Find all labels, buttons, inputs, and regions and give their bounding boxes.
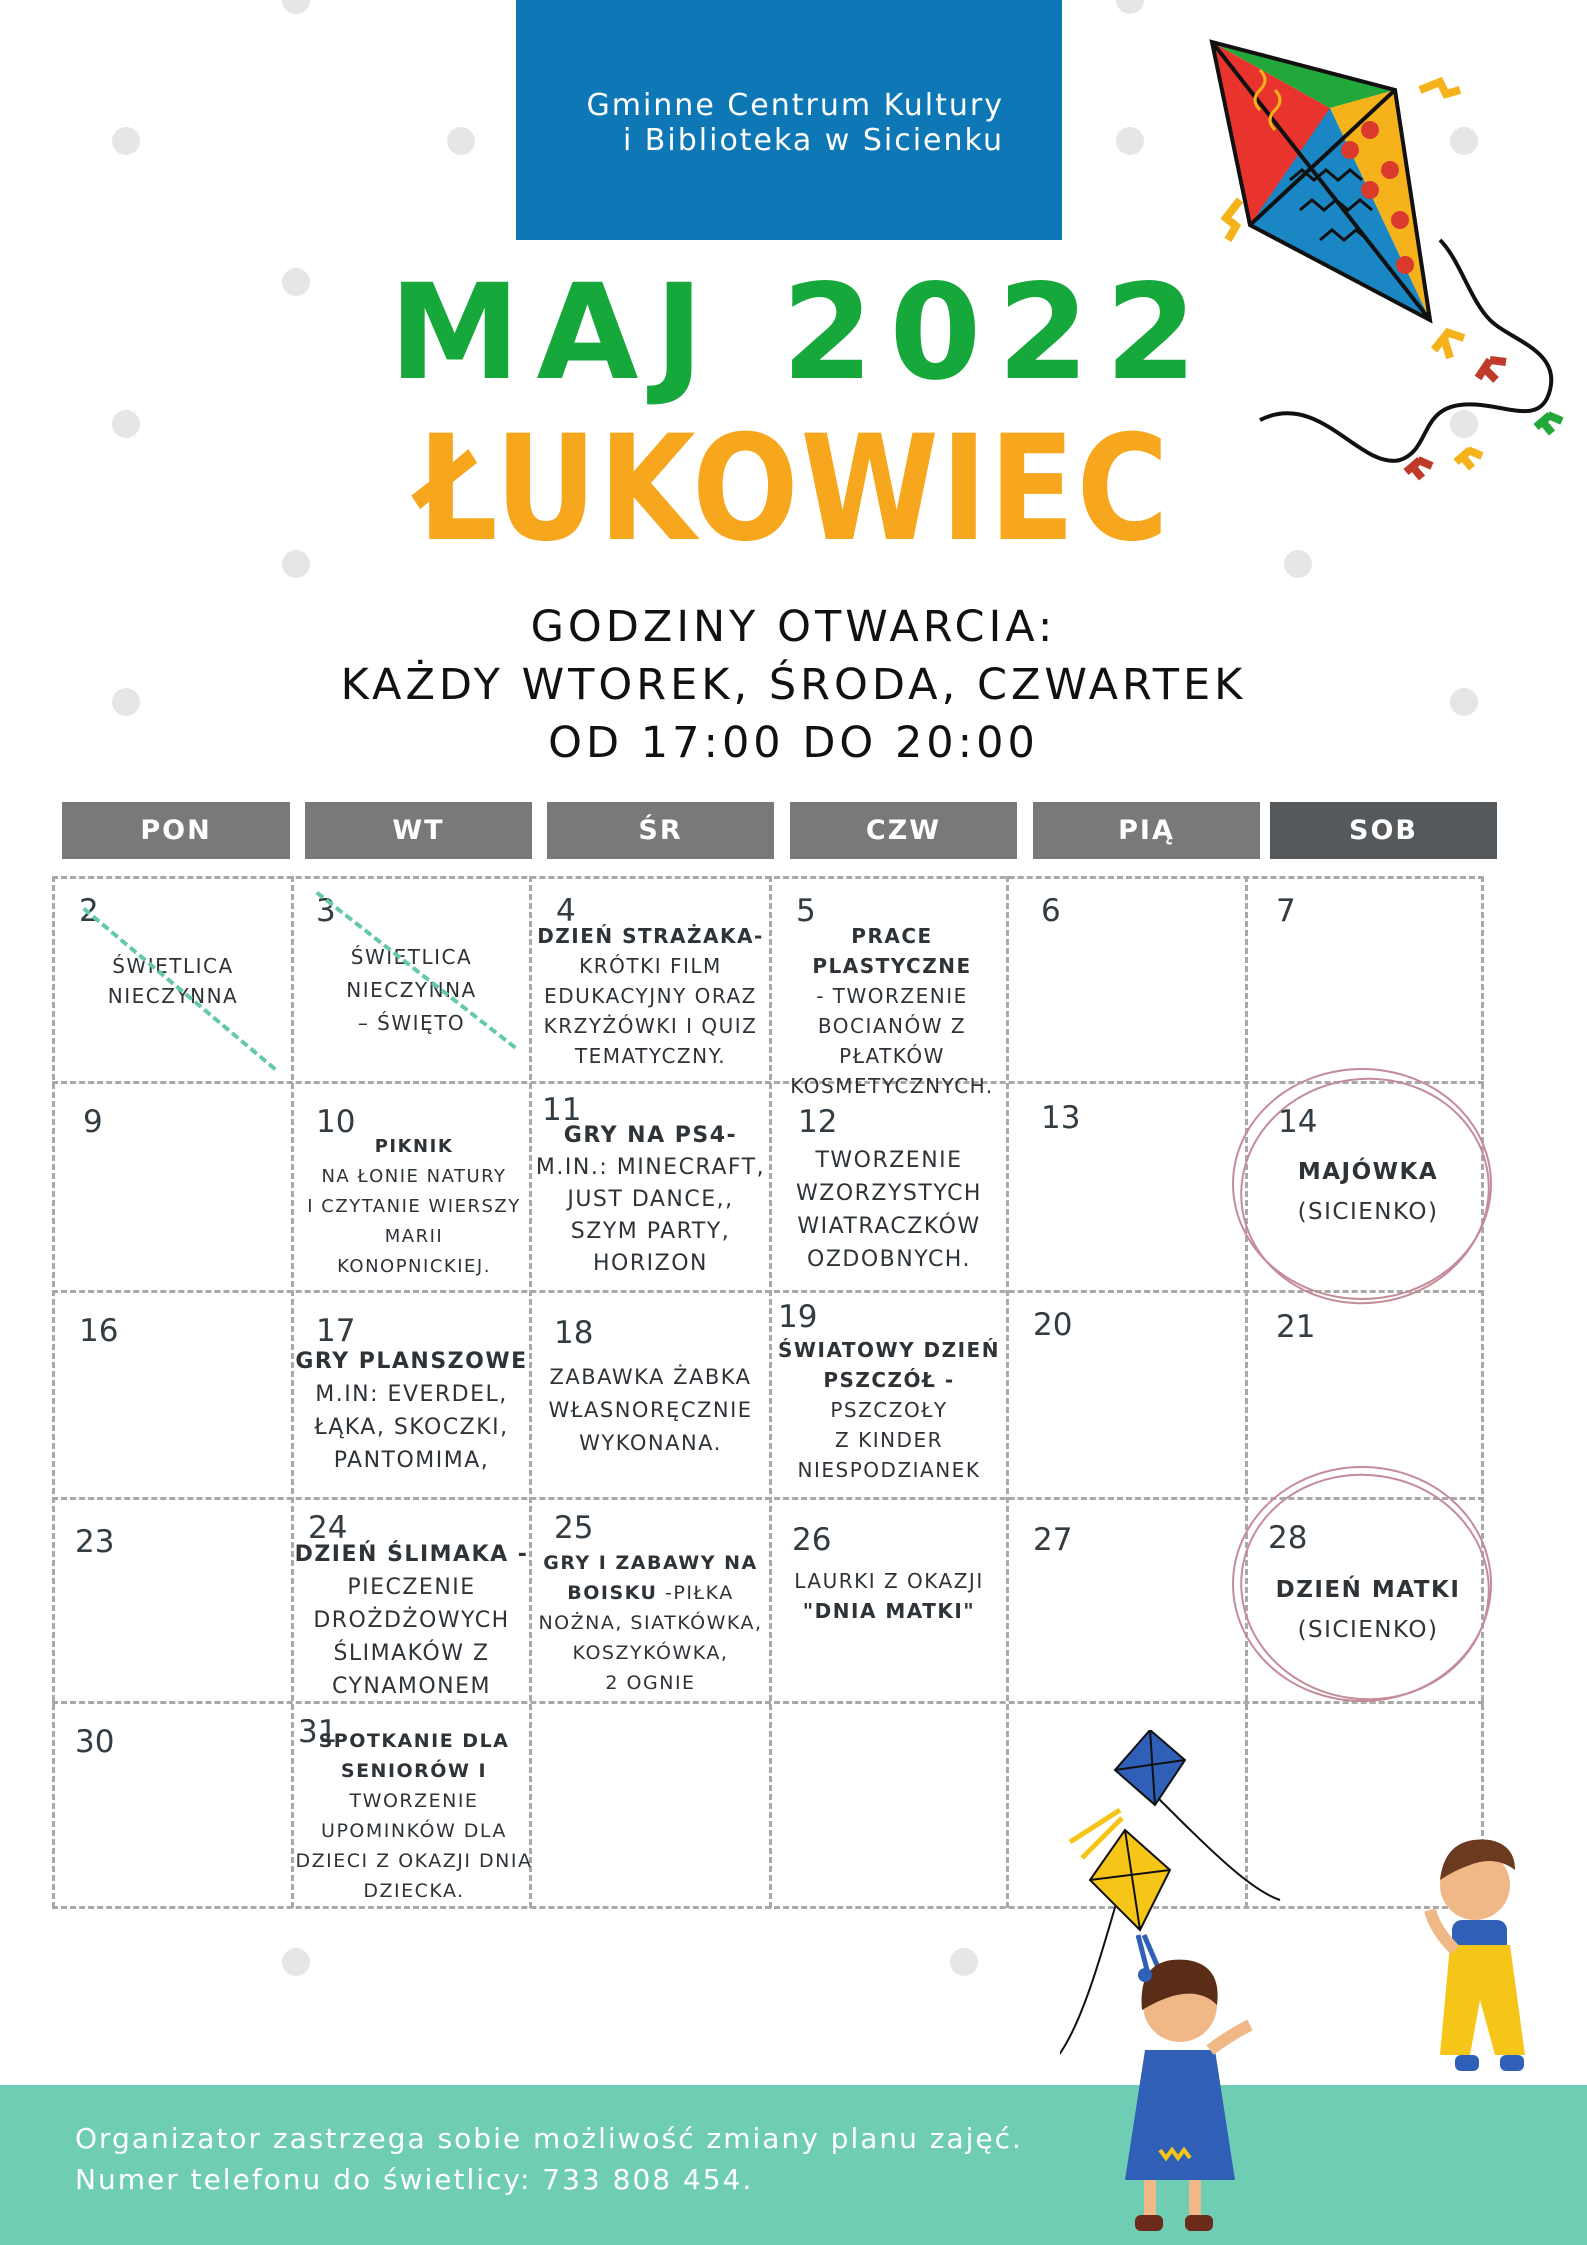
event-text: GRY PLANSZOWE M.IN: EVERDEL, ŁĄKA, SKOCZKI, PANTOMIMA, (295, 1349, 528, 1473)
calendar-cell-17 (294, 1293, 529, 1497)
decor-dot (447, 127, 475, 155)
organization-banner (516, 0, 1062, 240)
day-number: 20 (1033, 1307, 1073, 1343)
decor-dot (282, 0, 310, 14)
event-text: ŚWIETLICA NIECZYNNA (107, 954, 239, 1008)
calendar-cell-27 (1009, 1500, 1245, 1701)
calendar-cell-2 (55, 879, 291, 1081)
organization-name-line1: Gminne Centrum Kultury (586, 88, 1004, 123)
event-text: LAURKI Z OKAZJI "DNIA MATKI" (794, 1569, 984, 1623)
day-number: 9 (83, 1104, 103, 1140)
event-text: DZIEŃ MATKI (SICIENKO) (1275, 1577, 1461, 1643)
calendar-cell-9 (55, 1084, 291, 1290)
day-number: 6 (1041, 893, 1061, 929)
month-title: MAJ 2022 (389, 256, 1213, 410)
children-kites-illustration (1060, 1730, 1580, 2245)
footer-disclaimer: Organizator zastrzega sobie możliwość zmiany planu zajęć. (75, 2122, 1023, 2155)
opening-hours-days: KAŻDY WTOREK, ŚRODA, CZWARTEK (340, 660, 1247, 710)
calendar-cell-20 (1009, 1293, 1245, 1497)
day-number: 12 (798, 1104, 838, 1140)
event-text: SPOTKANIE DLA SENIORÓW I TWORZENIE UPOMINKÓW DLA DZIECI Z OKAZJI DNIA DZIECKA. (295, 1730, 533, 1902)
event-text: PIKNIK NA ŁONIE NATURY I CZYTANIE WIERSZY MARII KONOPNICKIEJ. (307, 1136, 521, 1277)
day-header-mon: PON (62, 802, 290, 859)
calendar-cell-10 (294, 1084, 529, 1290)
day-header-tue: WT (305, 802, 532, 859)
day-header-fri: PIĄ (1033, 802, 1260, 859)
day-number: 5 (796, 893, 816, 929)
day-header-wed: ŚR (547, 802, 774, 859)
event-text: GRY NA PS4- M.IN.: MINECRAFT, JUST DANCE,, SZYM PARTY, HORIZON (535, 1123, 766, 1276)
decor-dot (282, 1948, 310, 1976)
calendar-cell-12 (772, 1084, 1006, 1290)
day-number: 19 (778, 1299, 818, 1335)
day-number: 26 (792, 1522, 832, 1558)
day-number: 18 (554, 1315, 594, 1351)
decor-dot (1116, 0, 1144, 14)
calendar-cell-13 (1009, 1084, 1245, 1290)
opening-hours-heading: GODZINY OTWARCIA: (530, 602, 1057, 652)
day-header-thu: CZW (790, 802, 1017, 859)
day-number: 27 (1033, 1522, 1073, 1558)
day-header-sat: SOB (1270, 802, 1497, 859)
calendar-cell-18 (532, 1293, 769, 1497)
event-text: DZIEŃ STRAŻAKA- KRÓTKI FILM EDUKACYJNY ORAZ KRZYŻÓWKI I QUIZ TEMATYCZNY. (537, 924, 764, 1068)
day-number: 25 (554, 1510, 594, 1546)
day-number: 17 (316, 1313, 356, 1349)
footer-note (75, 2118, 1023, 2200)
day-number: 10 (316, 1104, 356, 1140)
calendar-cell-28 (1248, 1500, 1481, 1701)
calendar-cell-24 (294, 1500, 529, 1701)
event-text: GRY I ZABAWY NA BOISKU -PIŁKA NOŻNA, SIATKÓWKA, KOSZYKÓWKA, 2 OGNIE (538, 1552, 763, 1694)
calendar-cell-16 (55, 1293, 291, 1497)
decor-dot (1116, 127, 1144, 155)
event-text: MAJÓWKA (SICIENKO) (1297, 1159, 1439, 1225)
day-number: 13 (1041, 1100, 1081, 1136)
calendar-cell-6 (1009, 879, 1245, 1081)
calendar-cell-26 (772, 1500, 1006, 1701)
calendar-cell-7 (1248, 879, 1481, 1081)
calendar-cell-25 (532, 1500, 769, 1701)
calendar-cell-4 (532, 879, 769, 1081)
day-number: 7 (1276, 893, 1296, 929)
calendar-cell-14 (1248, 1084, 1481, 1290)
calendar-cell-3 (294, 879, 529, 1081)
opening-hours-time: OD 17:00 DO 20:00 (548, 718, 1039, 768)
opening-hours (0, 598, 1587, 772)
event-text: ŚWIETLICA NIECZYNNA – ŚWIĘTO (346, 945, 477, 1035)
event-text: TWORZENIE WZORZYSTYCH WIATRACZKÓW OZDOBNYCH. (796, 1148, 982, 1272)
day-number: 4 (556, 893, 576, 929)
footer-phone: Numer telefonu do świetlicy: 733 808 454. (75, 2163, 754, 2196)
event-text: PRACE PLASTYCZNE - TWORZENIE BOCIANÓW Z PŁATKÓW KOSMETYCZNYCH. (790, 924, 994, 1098)
day-number: 23 (75, 1524, 115, 1560)
decor-dot (950, 1948, 978, 1976)
day-number: 3 (316, 893, 336, 929)
calendar-cell-31 (294, 1704, 533, 1906)
decor-dot (112, 127, 140, 155)
day-number: 30 (75, 1724, 115, 1760)
day-number: 24 (308, 1510, 348, 1546)
day-number: 11 (542, 1092, 582, 1128)
day-number: 28 (1268, 1520, 1308, 1556)
event-text: ZABAWKA ŻABKA WŁASNORĘCZNIE WYKONANA. (548, 1365, 753, 1455)
calendar-cell-11 (532, 1084, 769, 1290)
calendar-cell-30 (55, 1704, 291, 1906)
place-title: ŁUKOWIEC (417, 404, 1171, 574)
day-number: 14 (1278, 1104, 1318, 1140)
day-number: 2 (79, 893, 99, 929)
calendar-cell-5 (772, 879, 1006, 1098)
organization-name-line2: i Biblioteka w Sicienku (622, 123, 1004, 158)
calendar-cell-19 (772, 1293, 1006, 1497)
calendar-cell-23 (55, 1500, 291, 1701)
day-number: 16 (79, 1313, 119, 1349)
day-number: 31 (298, 1714, 338, 1750)
day-number: 21 (1276, 1309, 1316, 1345)
event-text: ŚWIATOWY DZIEŃ PSZCZÓŁ - PSZCZOŁY Z KINDER NIESPODZIANEK (778, 1338, 1000, 1482)
event-text: DZIEŃ ŚLIMAKA - PIECZENIE DROŻDŻOWYCH ŚLIMAKÓW Z CYNAMONEM (294, 1542, 529, 1699)
